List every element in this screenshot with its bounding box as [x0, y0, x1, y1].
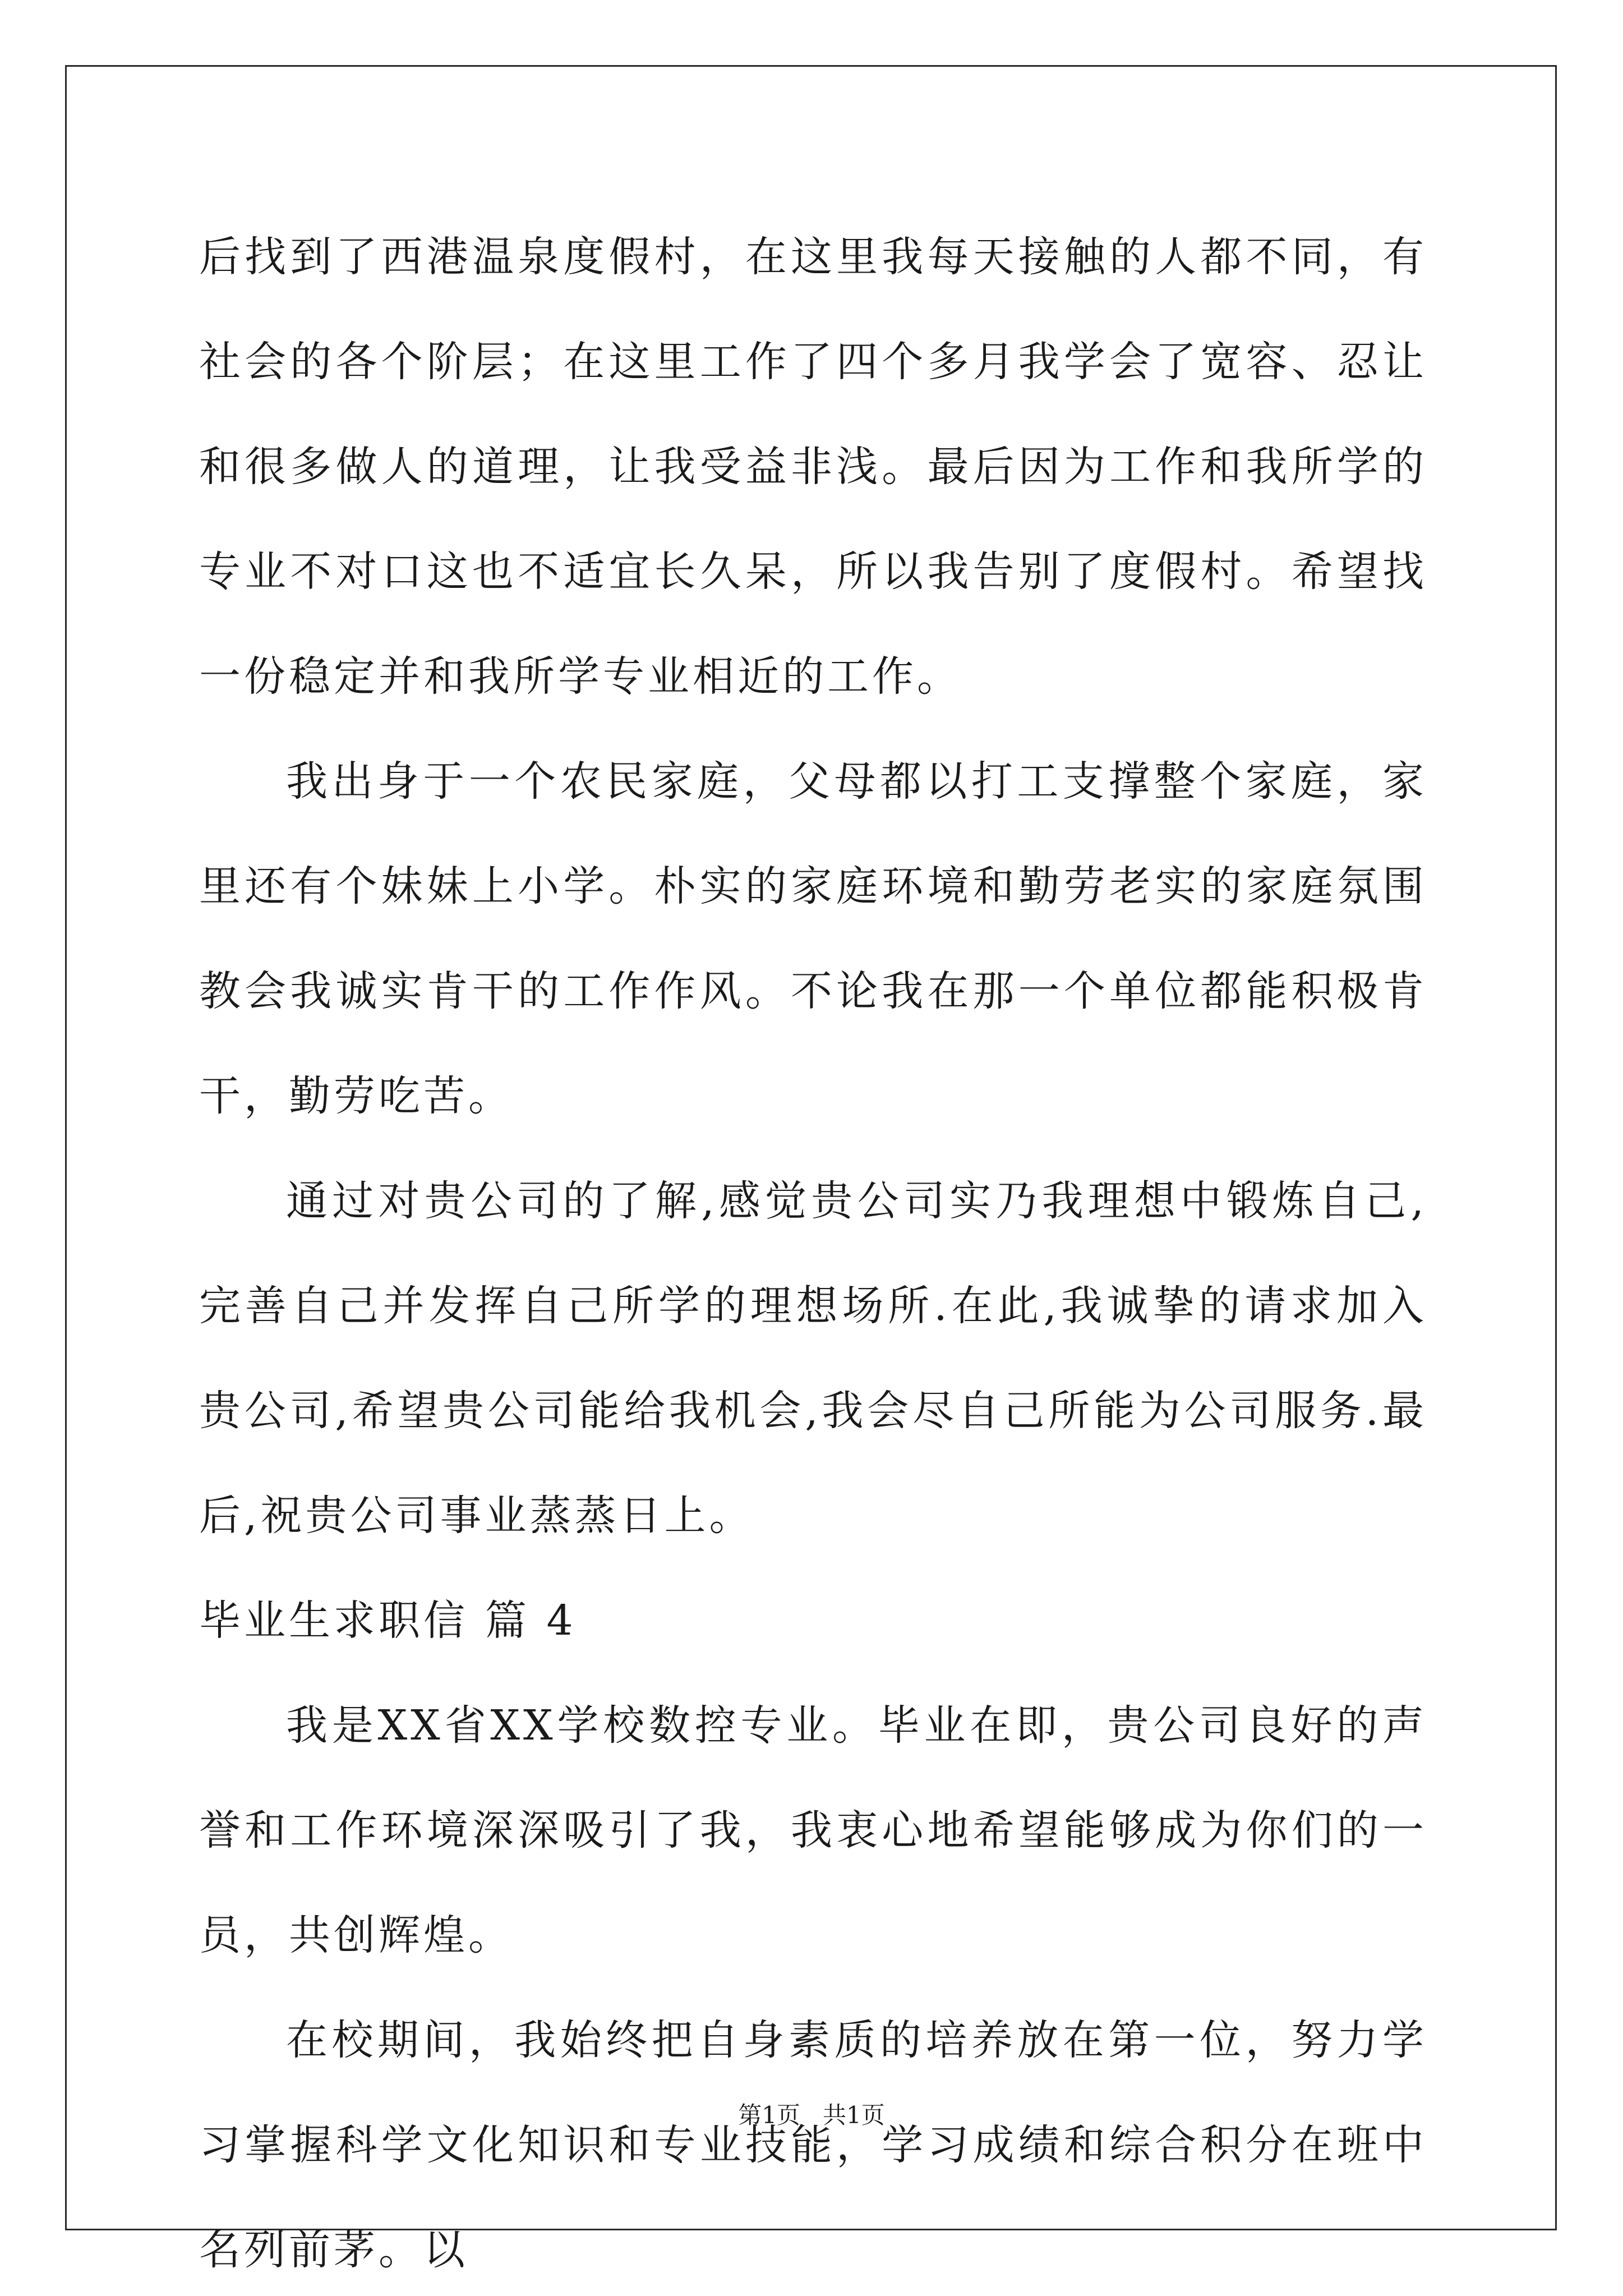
page-footer	[0, 2097, 1623, 2131]
section-heading-title: 毕业生求职信	[199, 1596, 468, 1645]
paragraph-company-interest: 通过对贵公司的了解,感觉贵公司实乃我理想中锻炼自己,完善自己并发挥自己所学的理想场所.在此,我诚挚的请求加入贵公司,希望贵公司能给我机会,我会尽自己所能为公司服务.最后,祝贵公司事业蒸蒸日上。	[199, 1177, 1427, 1540]
paragraph-family-background: 我出身于一个农民家庭，父母都以打工支撑整个家庭，家里还有个妹妹上小学。朴实的家庭环境和勤劳老实的家庭氛围教会我诚实肯干的工作作风。不论我在那一个单位都能积极肯干，勤劳吃苦。	[199, 757, 1427, 1120]
page-number: 第1页	[738, 2101, 800, 2129]
paragraph-school-performance: 在校期间，我始终把自身素质的培养放在第一位，努力学习掌握科学文化知识和专业技能，学习成绩和综合积分在班中名列前茅。以	[199, 2016, 1427, 2274]
paragraph-introduction: 我是XX省XX学校数控专业。毕业在即，贵公司良好的声誉和工作环境深深吸引了我，我衷心地希望能够成为你们的一员，共创辉煌。	[199, 1701, 1427, 1959]
document-body	[199, 205, 1427, 2296]
paragraph-continuation: 后找到了西港温泉度假村，在这里我每天接触的人都不同，有社会的各个阶层；在这里工作了四个多月我学会了宽容、忍让和很多做人的道理，让我受益非浅。最后因为工作和我所学的专业不对口这也不适宜长久呆，所以我告别了度假村。希望找一份稳定并和我所学专业相近的工作。	[199, 233, 1427, 701]
section-heading	[199, 1568, 1427, 1673]
page-total: 共1页	[823, 2101, 885, 2129]
section-heading-number: 篇 4	[485, 1596, 577, 1645]
